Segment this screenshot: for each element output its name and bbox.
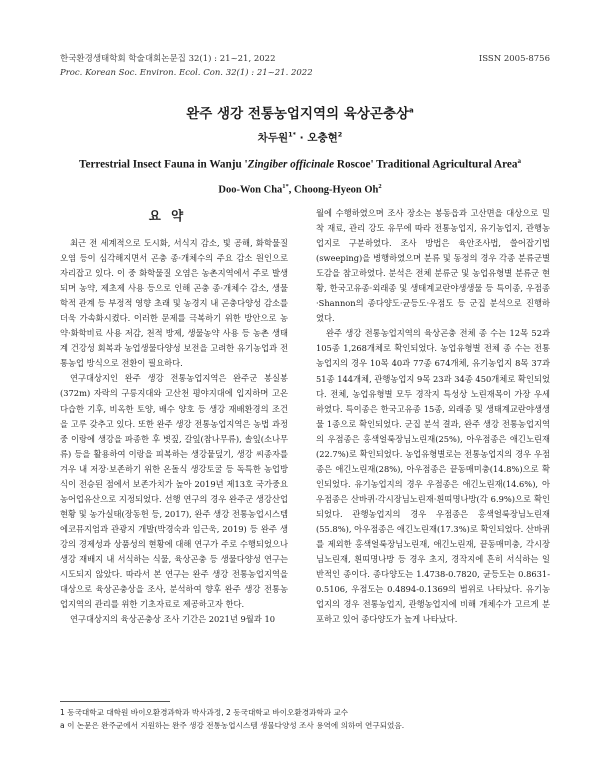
author-1-kr-mark: 1* [288, 130, 297, 139]
footnote-divider [60, 701, 170, 702]
left-column [60, 236, 288, 627]
authors-en [0, 183, 600, 196]
left-paragraph-2: 연구대상지인 완주 생강 전통농업지역은 완주군 봉실봉(372m) 자락의 구릉지대와 고산천 평야지대에 입지하며 고온다습한 기후, 비옥한 토양, 배수 양호 등 생강 재배환경의 조건을 고루 갖추고 있다. 또한 완주 생강 전통농업지역은 농법 과정 중 이랑에 생강을 파종한 후 볏짚, 갈잎(참나무류), 솔잎(소나무류) 등을 활용하여 이랑을 피복하는 생강뭍덮기, 생강 씨종자를 겨우 내 저장·보존하기 위한 온돌식 생강토굴 등 독특한 농업방식이 전승된 점에서 보존가치가 높아 2019년 제13호 국가중요농어업유산으로 지정되었다. 선행 연구의 경우 완주군 생강산업 현황 및 농가실태(장동헌 등, 2017), 완주 생강 전통농업시스템 에코뮤지엄과 관광지 개발(박경숙과 임근욱, 2019) 등 완주 생강의 경제성과 상품성의 현황에 대해 연구가 주로 수행되었으나 생강 재배지 내 서식하는 식물, 육상곤충 등 생물다양성 연구는 시도되지 않았다. 따라서 본 연구는 완주 생강 전통농업지역을 대상으로 육상곤충상을 조사, 분석하여 향후 완주 생강 전통농업지역의 관리를 위한 기초자료로 제공하고자 한다. [60, 373, 288, 610]
author-2-kr: 오충현 [307, 132, 338, 144]
author-2-kr-mark: 2 [337, 130, 343, 139]
author-sep-kr: · [296, 132, 308, 144]
right-paragraph-2: 완주 생강 전통농업지역의 육상곤충 전체 종 수는 12목 52과 105종 1,268개체로 확인되었다. 농업유형별 전체 종 수는 전통농업지의 경우 10목 40과 77종 674개체, 유기농업지 8목 37과 51종 144개체, 관행농업지 9목 23과 34종 450개체로 확인되었다. 전체, 농업유형별 모두 경작지 특성상 노린재목이 가장 우세하였다. 특이종은 한국고유종 15종, 외래종 및 생태계교란야생생물 1종으로 확인되었다. 군집 분석 결과, 완주 생강 전통농업지역의 우점종은 홍색얼룩장님노린재(25%), 아우점종은 애긴노린재(22.7%)로 확인되었다. 농업유형별로는 전통농업지의 경우 우점종은 애긴노린재(28%), 아우점종은 끝동매미충(14.8%)으로 확인되었다. 유기농업지의 경우 우점종은 애긴노린재(14.6%), 아우점종은 산바퀴·각시장님노린재·흰띠명나방(각 6.9%)으로 확인되었다. 관행농업지의 경우 우점종은 홍색얼룩장님노린재(55.8%), 아우점종은 애긴노린재(17.3%)로 확인되었다. 산바퀴를 제외한 홍색얼룩장님노린재, 애긴노린재, 끝동매미충, 각시장님노린재, 흰띠명나방 등 경우 초지, 경작지에 흔히 서식하는 일반적인 종이다. 종다양도는 1.4738-0.7820, 균등도는 0.8631-0.5106, 우점도는 0.4894-0.1369의 범위로 나타났다. 유기농업지의 경우 전통농업지, 관행농업지에 비해 개체수가 고르게 분포하고 있어 종다양도가 높게 나타났다. [316, 328, 550, 625]
title-en-footnote-mark: a [517, 157, 521, 165]
issn: ISSN 2005-8756 [478, 54, 550, 64]
author-1-en: Doo-Won Cha [218, 184, 283, 196]
journal-title-kr: 한국환경생태학회 학술대회논문집 32(1) : 21~21, 2022 [60, 54, 276, 64]
author-1-kr: 차두원 [257, 132, 289, 144]
right-paragraph-1: 월에 수행하였으며 조사 장소는 봉동읍과 고산면을 대상으로 밀착 재료, 관리 강도 유무에 따라 전통농업지, 유기농업지, 관행농업지로 구분하였다. 조사 방법은 육안조사법, 쓸어잡기법(sweeping)을 병행하였으며 분류 및 동정의 경우 각종 분류군별 도감을 참고하였다. 분석은 전체 분류군 및 농업유형별 분류군 현황, 한국고유종·외래종 및 생태계교란야생생물 등 특이종, 우점종·Shannon의 종다양도·균등도·우점도 등 군집 분석으로 진행하였다. [316, 208, 550, 324]
footnote-funding: a 이 논문은 완주군에서 지원하는 완주 생강 전통농업시스템 생물다양성 조사 용역에 의하여 연구되었음. [60, 721, 405, 730]
author-sep-en: , [288, 184, 295, 196]
footnote-affiliations: 1 동국대학교 대학원 바이오환경과학과 박사과정, 2 동국대학교 바이오환경과학과 교수 [60, 708, 349, 717]
left-paragraph-1: 최근 전 세계적으로 도시화, 서식지 감소, 빛 공해, 화학물질 오염 등이 심각해지면서 곤충 종·개체수의 주요 감소 원인으로 자리잡고 있다. 이 중 화학물질 오염은 농촌지역에서 주로 발생되며 농약, 제초제 사용 등으로 인해 곤충 종·개체수 감소, 생물학적 관계 등 부정적 영향 초래 및 농경지 내 곤충다양성 감소를 더욱 가속화시켰다. 이러한 문제를 극복하기 위한 방안으로 농약·화학비료 사용 저감, 천적 방제, 생물농약 사용 등 농촌 생태계 건강성 회복과 농업생물다양성 보전을 고려한 유기농업과 전통농업 방식으로 전환이 필요하다. [60, 238, 288, 369]
title-kr-text: 완주 생강 전통농업지역의 육상곤충상 [186, 106, 410, 122]
title-en-post: Roscoe' Traditional Agricultural Area [334, 158, 518, 171]
paper-title-en [0, 157, 600, 171]
journal-title-en: Proc. Korean Soc. Environ. Ecol. Con. 32(1) : 21~21. 2022 [60, 68, 313, 78]
paper-title-kr [0, 102, 600, 122]
title-kr-footnote-mark: a [409, 106, 414, 115]
author-1-en-mark: 1* [282, 183, 289, 190]
author-2-en-mark: 2 [378, 183, 382, 190]
author-2-en: Choong-Hyeon Oh [294, 184, 379, 196]
journal-header [60, 52, 550, 80]
footnotes [60, 706, 550, 732]
right-column [316, 206, 550, 627]
left-paragraph-3: 연구대상지의 육상곤충상 조사 기간은 2021년 9월과 10 [69, 614, 276, 625]
title-en-species: Zingiber officinale [247, 158, 335, 171]
title-en-pre: Terrestrial Insect Fauna in Wanju ' [79, 158, 248, 171]
abstract-heading: 요 약 [148, 208, 187, 223]
authors-kr [0, 130, 600, 145]
